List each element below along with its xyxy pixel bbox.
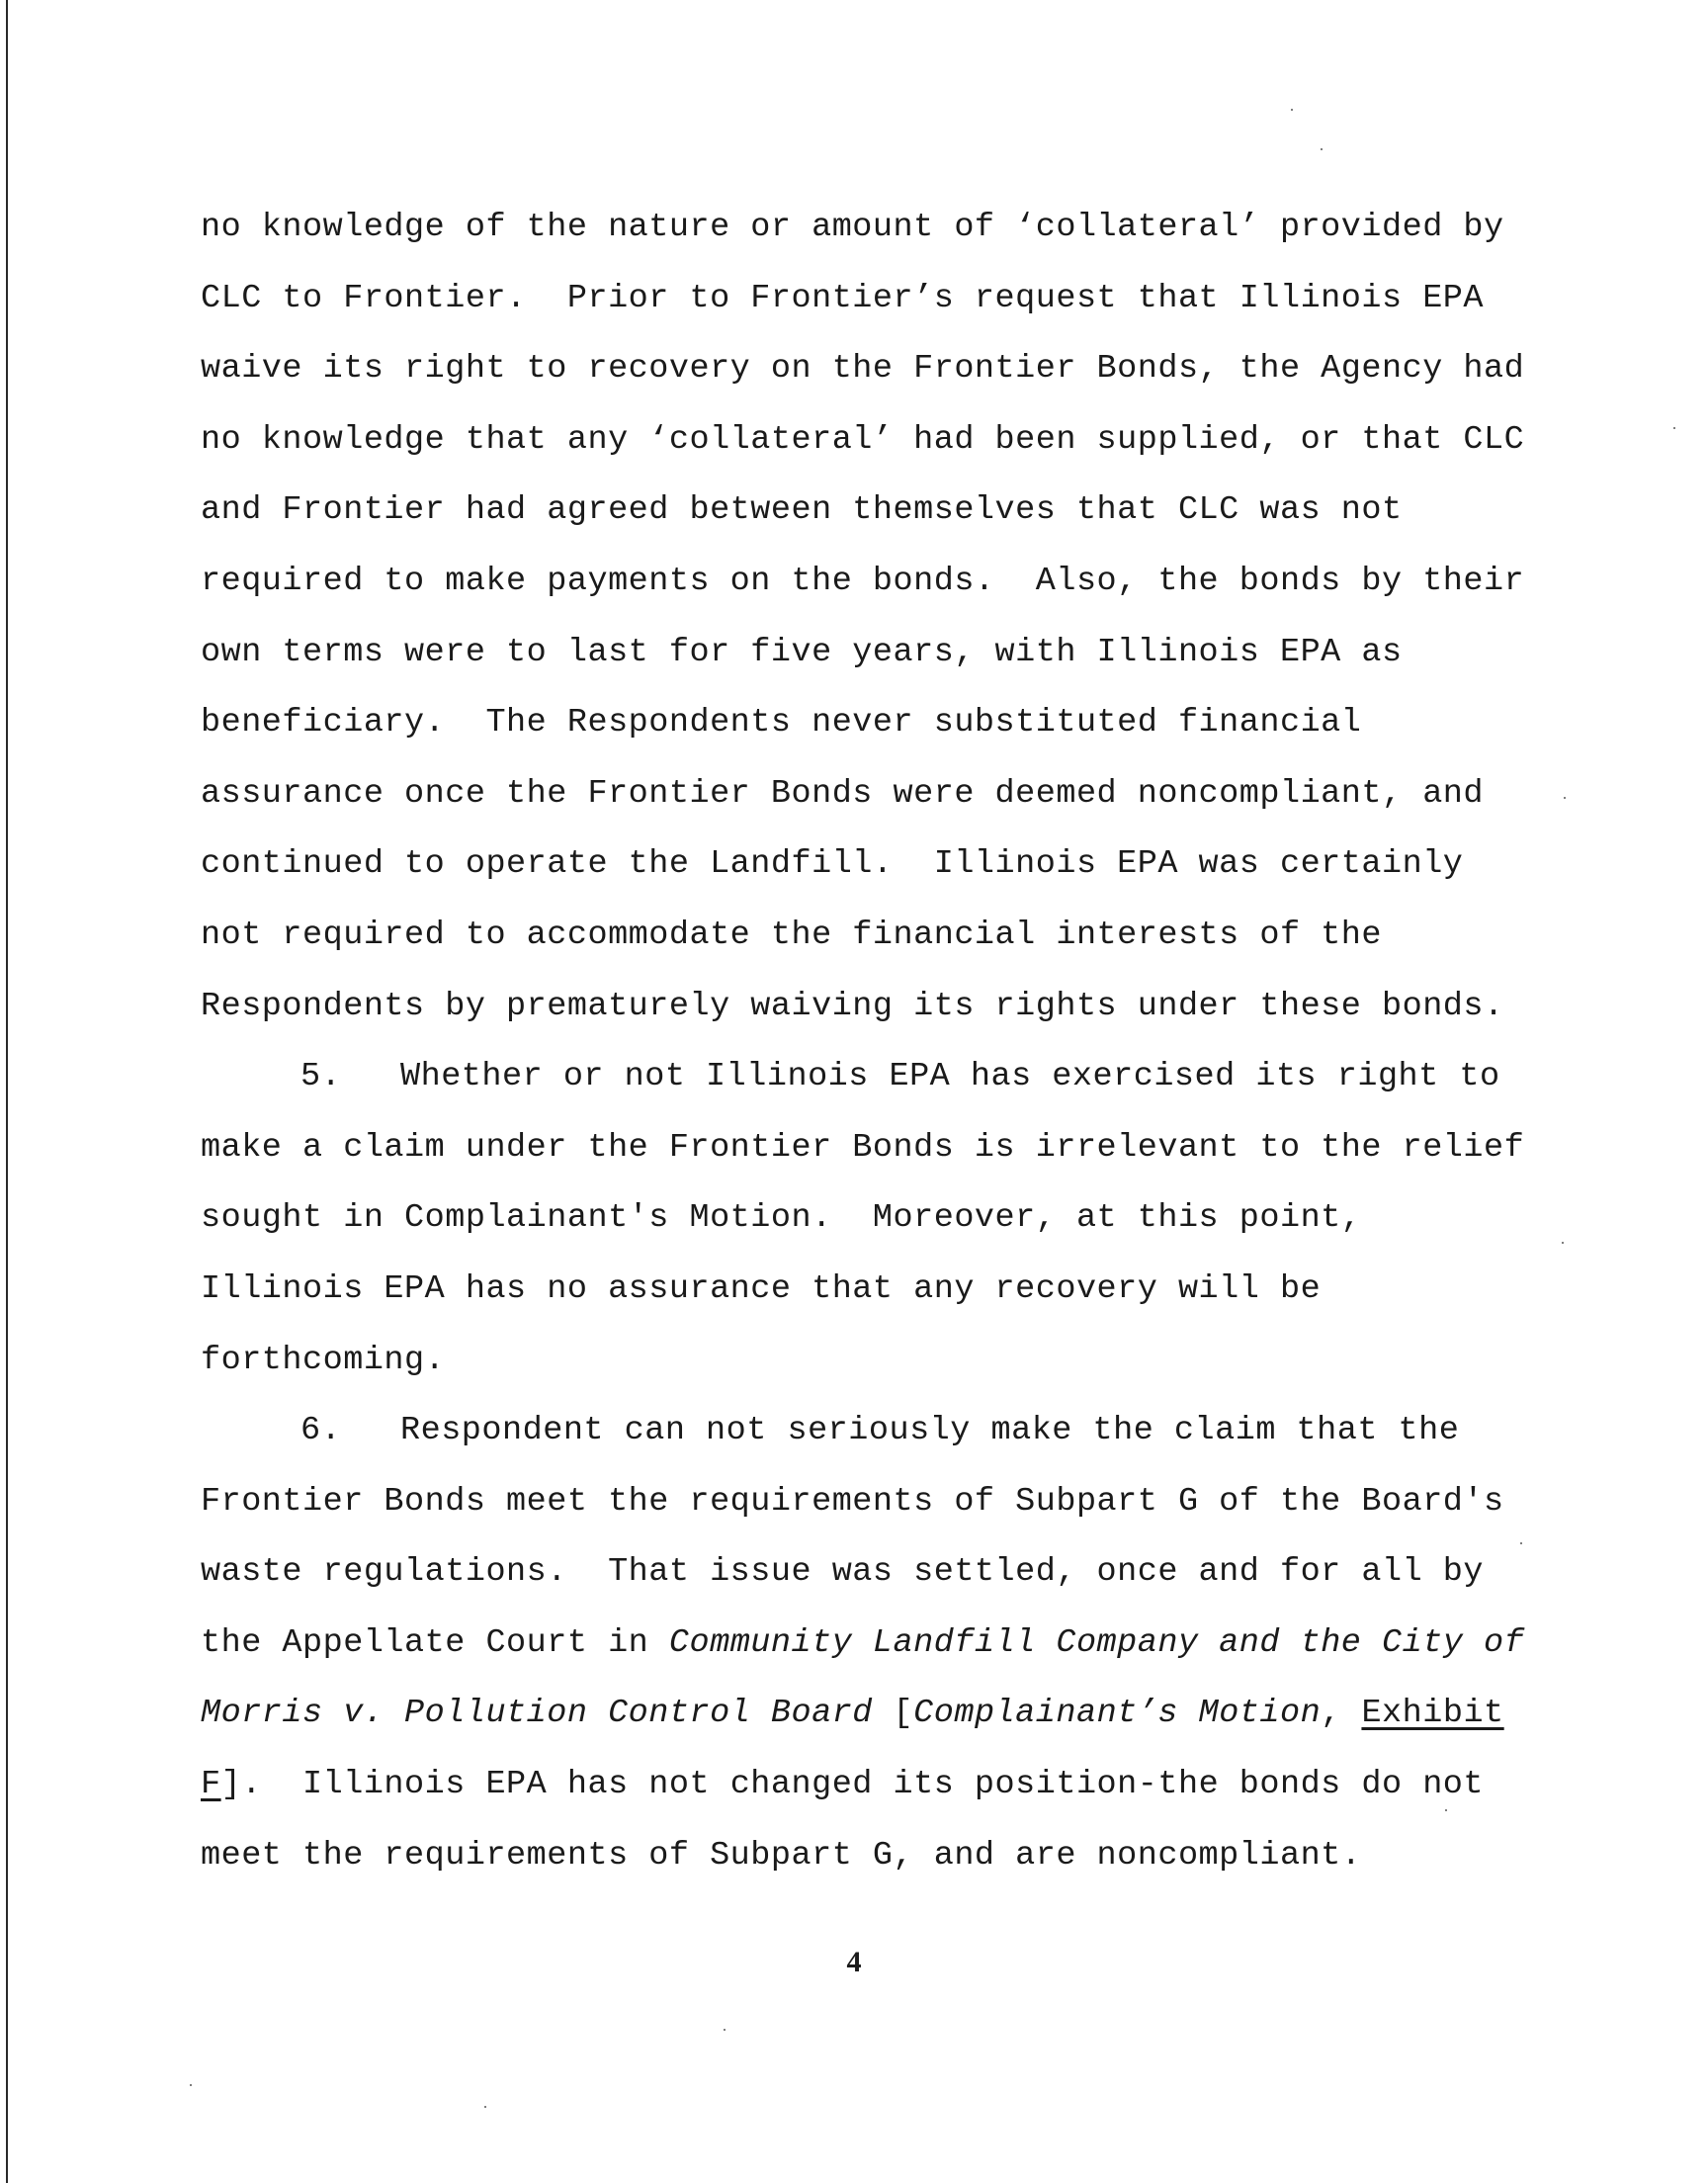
exhibit-reference: Exhibit [1361, 1695, 1504, 1733]
body-line: Frontier Bonds meet the requirements of Subpart G of the Board's [201, 1482, 1504, 1521]
body-line: waive its right to recovery on the Frontier Bonds, the Agency had [201, 350, 1525, 389]
body-line: beneficiary. The Respondents never substituted financial [201, 704, 1362, 742]
body-line: meet the requirements of Subpart G, and are noncompliant. [201, 1836, 1362, 1875]
body-line [201, 1609, 1525, 1680]
body-line: sought in Complainant's Motion. Moreover, at this point, [201, 1199, 1362, 1238]
scan-speck [1673, 427, 1675, 429]
body-line: continued to operate the Landfill. Illinois EPA was certainly [201, 845, 1464, 884]
body-line: Respondents by prematurely waiving its rights under these bonds. [201, 987, 1504, 1025]
paragraph-number: 6. [300, 1412, 342, 1450]
motion-reference: Complainant’s Motion [913, 1695, 1322, 1733]
scan-speck [1291, 109, 1293, 111]
document-body [201, 193, 1525, 1891]
body-line [201, 1750, 1525, 1821]
page-number: 4 [846, 1946, 862, 1978]
scan-speck [190, 2084, 192, 2086]
body-line: own terms were to last for five years, with Illinois EPA as [201, 633, 1403, 671]
body-line: waste regulations. That issue was settled, once and for all by [201, 1553, 1485, 1592]
body-line [201, 1679, 1525, 1750]
scan-speck [1321, 148, 1323, 150]
body-line: CLC to Frontier. Prior to Frontier’s request that Illinois EPA [201, 279, 1485, 317]
paragraph-5-first-line [201, 1042, 1525, 1113]
body-line: Illinois EPA has no assurance that any recovery will be [201, 1269, 1322, 1308]
scan-speck [724, 2029, 726, 2031]
scan-speck [484, 2106, 486, 2108]
paragraph-text: Respondent can not seriously make the claim that the [400, 1412, 1460, 1450]
scan-speck [1564, 797, 1566, 799]
body-line: not required to accommodate the financial interests of the [201, 916, 1382, 954]
text-segment: , [1321, 1695, 1362, 1733]
scan-speck [1445, 1809, 1447, 1811]
text-segment: the Appellate Court in [201, 1623, 669, 1662]
body-line: no knowledge that any ‘collateral’ had been supplied, or that CLC [201, 420, 1525, 459]
body-line: make a claim under the Frontier Bonds is irrelevant to the relief [201, 1128, 1525, 1167]
body-line: and Frontier had agreed between themselves that CLC was not [201, 491, 1403, 530]
paragraph-6-first-line [201, 1396, 1525, 1467]
exhibit-letter: F [201, 1766, 221, 1804]
paragraph-number: 5. [300, 1058, 342, 1096]
body-line: required to make payments on the bonds. Also, the bonds by their [201, 562, 1525, 600]
body-line: forthcoming. [201, 1341, 446, 1379]
case-citation: Morris v. Pollution Control Board [201, 1695, 873, 1733]
scan-edge-line [6, 0, 8, 2183]
text-segment: [ [872, 1695, 914, 1733]
paragraph-text: Whether or not Illinois EPA has exercised its right to [400, 1058, 1500, 1096]
case-citation: Community Landfill Company and the City of [668, 1623, 1525, 1662]
body-line: no knowledge of the nature or amount of ‘collateral’ provided by [201, 209, 1504, 246]
body-line: assurance once the Frontier Bonds were deemed noncompliant, and [201, 774, 1485, 813]
scan-speck [1520, 1542, 1522, 1544]
scan-speck [1562, 1242, 1564, 1244]
text-segment: ]. Illinois EPA has not changed its position-the bonds do not [220, 1766, 1485, 1804]
